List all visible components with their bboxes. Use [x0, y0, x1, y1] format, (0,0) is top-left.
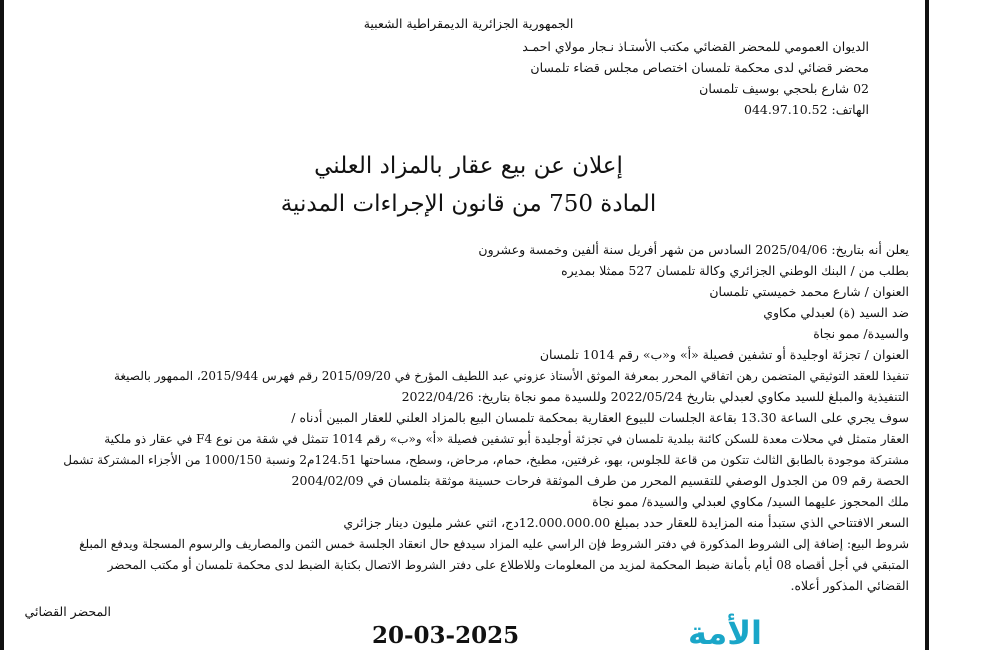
newspaper-logo-text: الأمة [687, 614, 762, 650]
body-line: الحصة رقم 09 من الجدول الوصفي للتقسيم المحرر من طرف الموثقة فرحات حسينة موثقة بتلمسان في 2004/02/09 [291, 473, 909, 488]
body-line: يعلن أنه بتاريخ: 2025/04/06 السادس من شهر أفريل سنة ألفين وخمسة وعشرون [478, 242, 909, 257]
address-line: 02 شارع بلحجي بوسيف تلمسان [699, 81, 869, 96]
body-line: التنفيذية والمبلغ للسيد مكاوي لعبدلي بتاريخ 2022/05/24 وللسيدة ممو نجاة بتاريخ: 2022/04/26 [401, 389, 909, 404]
body-line: والسيدة/ ممو نجاة [813, 326, 909, 341]
republic-heading: الجمهورية الجزائرية الديمقراطية الشعبية [363, 16, 574, 31]
body-line: العقار متمثل في محلات معدة للسكن كائنة ببلدية تلمسان في تجزئة أوجليدة أبو تشفين فصيلة «أ» و«ب» رقم 1014 تتمثل في شقة من نوع F4 في عقار ذو ملكية [104, 432, 909, 446]
bailiff-signature-label: المحضر القضائي [24, 604, 111, 619]
phone-line: الهاتف: 044.97.10.52 [744, 102, 869, 117]
body-line: القضائي المذكور أعلاه. [790, 578, 909, 593]
newspaper-logo [637, 611, 767, 650]
body-line: العنوان / تجزئة اوجليدة أو تشفين فصيلة «أ» و«ب» رقم 1014 تلمسان [539, 347, 909, 362]
notice-subtitle: المادة 750 من قانون الإجراءات المدنية [280, 191, 657, 217]
office-line: الديوان العمومي للمحضر القضائي مكتب الأستـاذ نـجار مولاي احمـد [522, 39, 869, 54]
body-line: شروط البيع: إضافة إلى الشروط المذكورة في دفتر الشروط فإن الراسي عليه المزاد سيدفع حال انعقاد الجلسة خمس الثمن والمصاريف والرسوم المسجلة ويدفع المبلغ [79, 537, 909, 551]
body-line: تنفيذا للعقد التوثيقي المتضمن رهن اتفاقي المحرر بمعرفة الموثق الأستاذ عزوني عبد اللطيف المؤرخ في 2015/09/20 رقم فهرس 2015/944، الممهور بالصيغة [113, 369, 909, 383]
body-line: المتبقي في أجل أقصاه 08 أيام بأمانة ضبط المحكمة لمزيد من المعلومات وللاطلاع على دفتر الشروط الاتصال بكتابة الضبط لدى محكمة تلمسان أو مكتب المحضر [107, 558, 909, 572]
notice-title: إعلان عن بيع عقار بالمزاد العلني [314, 153, 623, 179]
publication-date: 20-03-2025 [372, 622, 520, 649]
body-line: السعر الافتتاحي الذي ستبدأ منه المزايدة للعقار حدد بمبلغ 12.000.000.00دج، اثني عشر مليون دينار جزائري [343, 515, 909, 530]
body-line: ملك المحجوز عليهما السيد/ مكاوي لعبدلي والسيدة/ ممو نجاة [592, 494, 909, 509]
body-line: ضد السيد (ة) لعبدلي مكاوي [763, 305, 909, 320]
body-line: العنوان / شارع محمد خميستي تلمسان [709, 284, 909, 299]
body-line: سوف يجري على الساعة 13.30 بقاعة الجلسات للبيوع العقارية بمحكمة تلمسان البيع بالمزاد العلني للعقار المبين أدناه / [291, 410, 909, 425]
body-line: مشتركة موجودة بالطابق الثالث تتكون من قاعة للجلوس، بهو، غرفتين، مطبخ، حمام، مرحاض، وسطح، مساحتها 124.51م2 ونسبة 1000/150 من الأجزاء المشتركة تشمل [63, 453, 909, 467]
body-line: بطلب من / البنك الوطني الجزائري وكالة تلمسان 527 ممثلا بمديره [561, 263, 909, 278]
jurisdiction-line: محضر قضائي لدى محكمة تلمسان اختصاص مجلس قضاء تلمسان [530, 60, 869, 75]
